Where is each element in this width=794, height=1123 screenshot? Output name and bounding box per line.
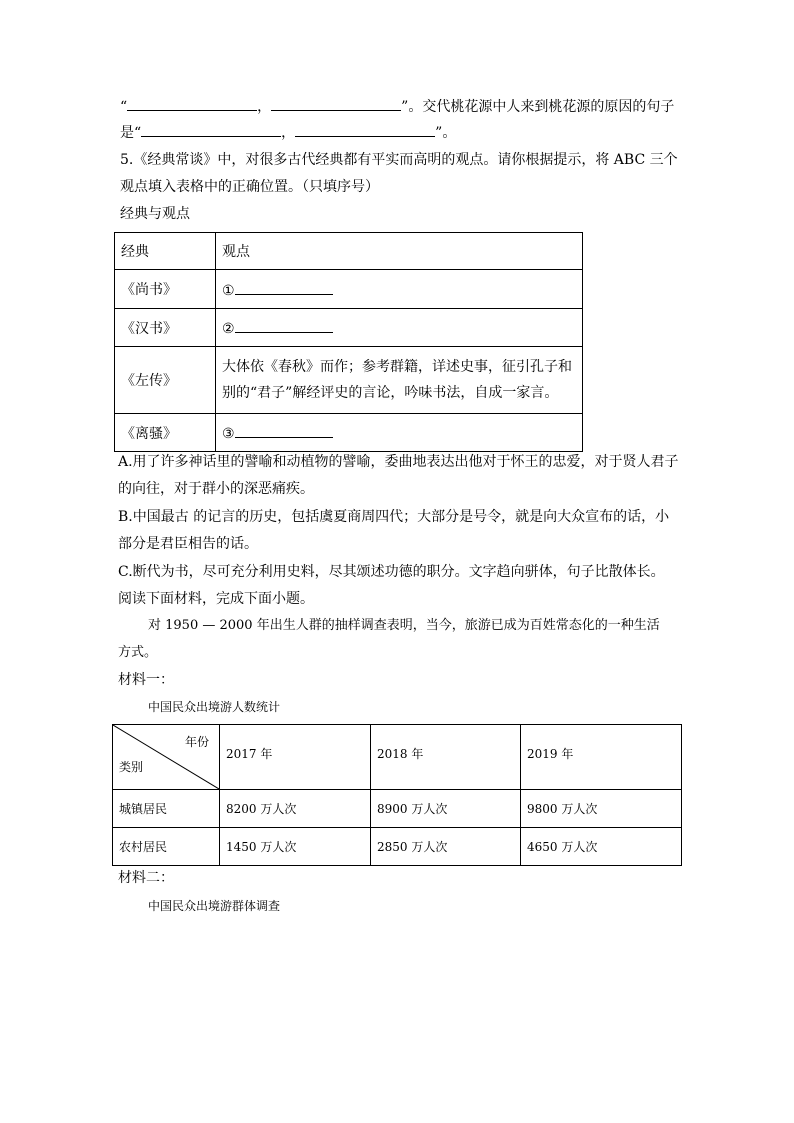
answer-blank[interactable] (235, 318, 333, 333)
reading-intro: 阅读下面材料，完成下面小题。 (118, 591, 314, 607)
value-cell: 9800 万人次 (521, 790, 682, 828)
q4-separator: ， (257, 99, 272, 115)
value-cell: 8900 万人次 (371, 790, 521, 828)
q4-open-quote: “ (120, 99, 128, 115)
viewpoint-cell (216, 414, 583, 452)
table-caption-2: 中国民众出境游群体调查 (148, 899, 281, 913)
table-row (115, 347, 583, 414)
header-viewpoint: 观点 (216, 233, 583, 270)
table-row (113, 790, 682, 828)
viewpoint-cell (216, 347, 583, 414)
q4-line-2 (120, 122, 456, 143)
table-row (115, 270, 583, 309)
viewpoint-text: 别的“君子”解经评史的言论，吟味书法，自成一家言。 (222, 385, 559, 401)
classic-cell: 《离骚》 (115, 414, 216, 452)
value-cell: 8200 万人次 (220, 790, 371, 828)
corner-cell (113, 725, 220, 790)
outbound-travel-table (112, 724, 682, 866)
table-row (113, 828, 682, 866)
viewpoint-cell (216, 309, 583, 347)
q5-prompt-line-2: 观点填入表格中的正确位置。（只填序号） (120, 179, 379, 195)
answer-blank[interactable] (235, 280, 333, 295)
q4-head-text: 是“ (120, 125, 142, 141)
year-header: 2018 年 (371, 725, 521, 790)
q4-line-1 (120, 96, 674, 117)
option-b-line-1: B.中国最古 的记言的历史，包括虞夏商周四代；大部分是号令，就是向大众宣布的话，小 (118, 509, 670, 525)
value-cell: 2850 万人次 (371, 828, 521, 866)
classic-cell: 《尚书》 (115, 270, 216, 309)
year-header: 2017 年 (220, 725, 371, 790)
option-c: C.断代为书，尽可充分利用史料，尽其颂述功德的职分。文字趋向骈体，句子比散体长。 (118, 564, 665, 580)
viewpoint-cell (216, 270, 583, 309)
answer-blank[interactable] (141, 122, 281, 137)
circled-number: ③ (222, 426, 235, 442)
circled-number: ② (222, 321, 235, 337)
table-row (115, 414, 583, 452)
viewpoint-text: 大体依《春秋》而作；参考群籍，详述史事，征引孔子和 (222, 359, 572, 375)
table-row (115, 309, 583, 347)
category-cell: 农村居民 (113, 828, 220, 866)
q4-separator: ， (281, 125, 296, 141)
option-a-line-2: 的向往，对于群小的深恶痛疾。 (118, 481, 314, 497)
value-cell: 1450 万人次 (220, 828, 371, 866)
corner-year-label: 年份 (184, 735, 209, 749)
classic-cell: 《左传》 (115, 347, 216, 414)
option-b-line-2: 部分是君臣相告的话。 (118, 536, 258, 552)
answer-blank[interactable] (235, 423, 333, 438)
q4-tail-text: ”。 (435, 125, 457, 141)
header-classic: 经典 (115, 233, 216, 270)
survey-line-1: 对 1950 — 2000 年出生人群的抽样调查表明，当今，旅游已成为百姓常态化的一种生活 (148, 618, 660, 633)
answer-blank[interactable] (271, 96, 401, 111)
answer-blank[interactable] (127, 96, 257, 111)
q4-tail-text: ”。交代桃花源中人来到桃花源的原因的句子 (401, 99, 675, 115)
material-1-label: 材料一： (118, 672, 174, 688)
classics-table (114, 232, 583, 452)
classic-cell: 《汉书》 (115, 309, 216, 347)
circled-number: ① (222, 282, 235, 299)
corner-category-label: 类别 (119, 760, 144, 774)
category-cell: 城镇居民 (113, 790, 220, 828)
material-2-label: 材料二： (118, 870, 174, 886)
answer-blank[interactable] (295, 122, 435, 137)
table-header-row (113, 725, 682, 790)
q5-table-title: 经典与观点 (120, 206, 190, 222)
option-a-line-1: A.用了许多神话里的譬喻和动植物的譬喻，委曲地表达出他对于怀王的忠爱，对于贤人君子 (118, 454, 679, 470)
table-header-row (115, 233, 583, 270)
survey-line-2: 方式。 (118, 645, 158, 660)
year-header: 2019 年 (521, 725, 682, 790)
value-cell: 4650 万人次 (521, 828, 682, 866)
q5-prompt-line-1: 5.《经典常谈》中，对很多古代经典都有平实而高明的观点。请你根据提示，将 ABC 三个 (120, 152, 678, 168)
table-caption: 中国民众出境游人数统计 (148, 700, 281, 714)
